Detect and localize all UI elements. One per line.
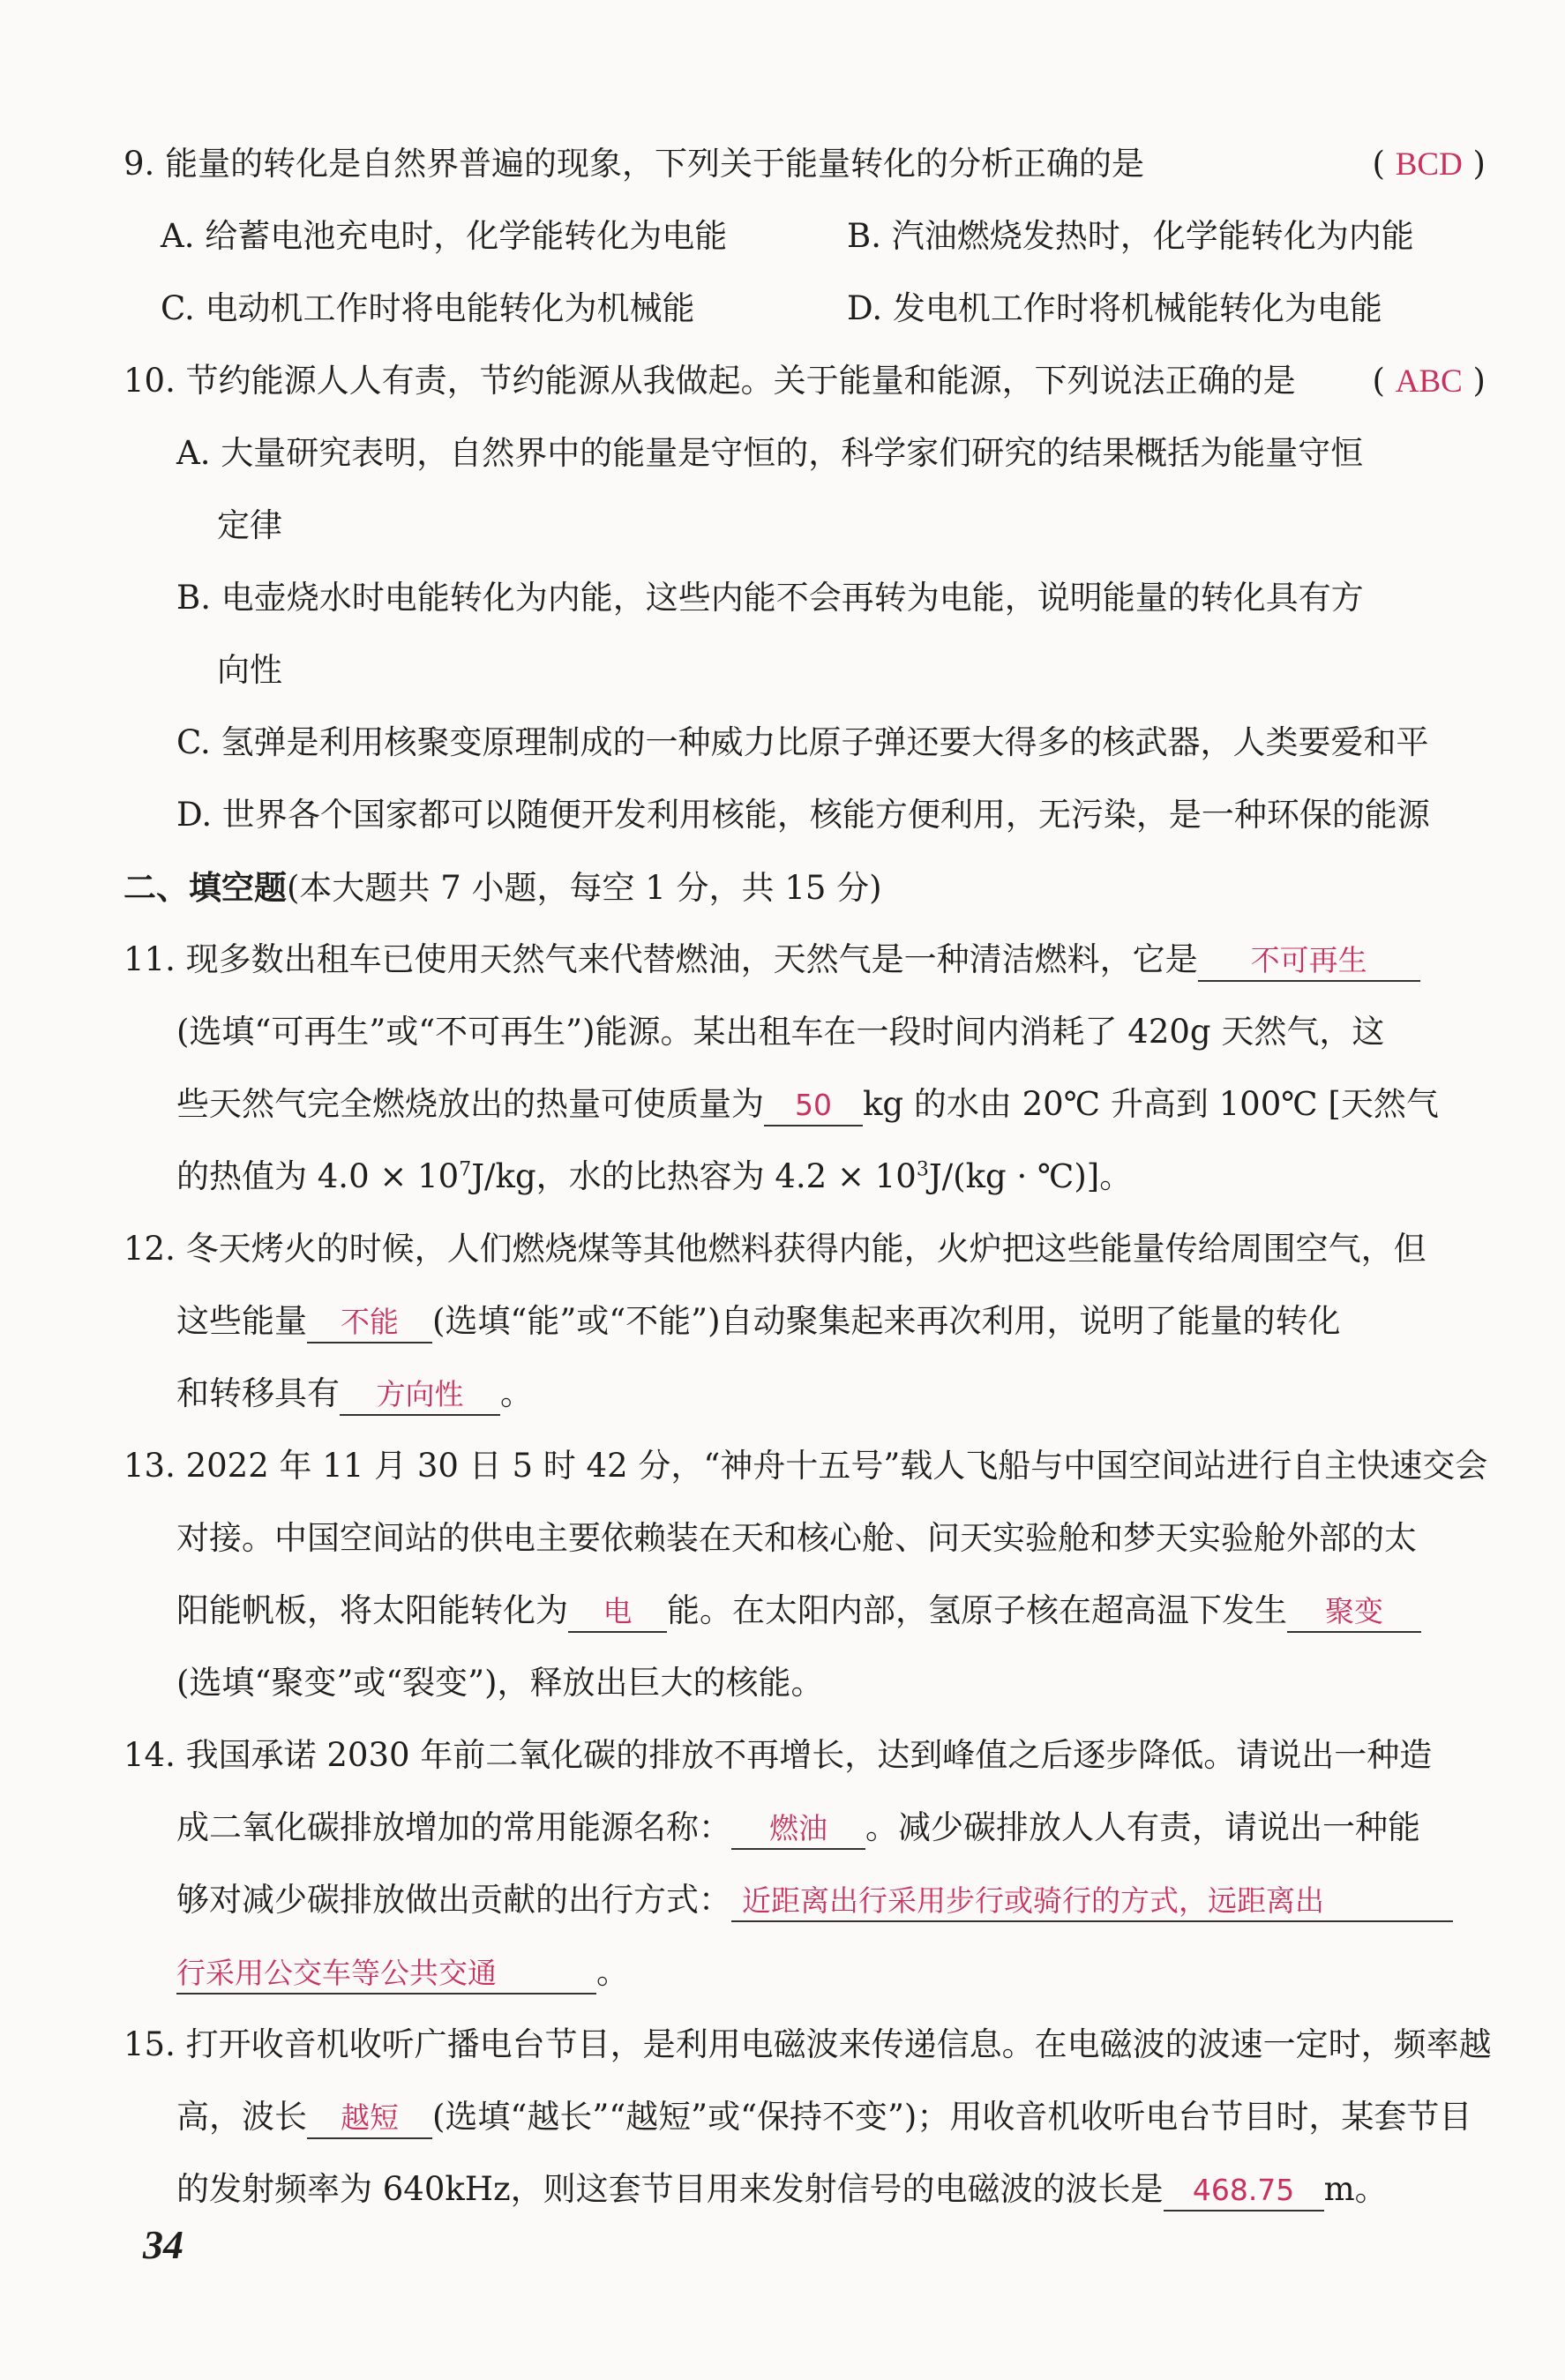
q11-line4 [176,1154,1132,1200]
q13-line4: (选填“聚变”或“裂变”)，释放出巨大的核能。 [176,1664,824,1702]
q11-blank-2[interactable]: 50 [764,1086,863,1126]
q13-text3b: 能。在太阳内部，氢原子核在超高温下发生 [667,1591,1287,1629]
q14-line4 [176,1950,629,1995]
q14-text4b: 。 [596,1953,629,1991]
q14-line1: 14. 我国承诺 2030 年前二氧化碳的排放不再增长，达到峰值之后逐步降低。请说出一种造 [124,1736,1433,1774]
q11-sup2: 3 [916,1158,929,1181]
q10-option-d: D. 世界各个国家都可以随便开发利用核能，核能方便利用，无污染，是一种环保的能源 [176,796,1430,834]
q15-blank-2[interactable]: 468.75 [1164,2171,1324,2212]
q10-option-a-line2: 定律 [217,506,282,544]
q14-text2b: 。减少碳排放人人有责，请说出一种能 [865,1808,1420,1846]
q9-option-c: C. 电动机工作时将电能转化为机械能 [161,289,695,327]
q12-text2a: 这些能量 [176,1302,307,1340]
q11-text4c: J/(kg · ℃)]。 [928,1157,1133,1195]
q15-text3b: m。 [1323,2170,1388,2208]
q15-text3a: 的发射频率为 640kHz，则这套节目用来发射信号的电磁波的波长是 [176,2170,1164,2208]
q14-text3a: 够对减少碳排放做出贡献的出行方式： [176,1881,731,1919]
section-heading [124,864,882,911]
q12-blank-2[interactable]: 方向性 [340,1375,500,1416]
section-note: (本大题共 7 小题，每空 1 分，共 15 分) [287,869,882,907]
q13-line3 [176,1588,1421,1634]
q9-answer: BCD [1395,146,1463,183]
q10-answer: ABC [1395,363,1463,400]
q12-text3b: 。 [500,1374,533,1412]
q14-line2 [176,1805,1420,1851]
q9-option-d: D. 发电机工作时将机械能转化为电能 [847,289,1382,327]
q10-option-a-line1: A. 大量研究表明，自然界中的能量是守恒的，科学家们研究的结果概括为能量守恒 [176,434,1364,472]
q15-blank-1[interactable]: 越短 [307,2099,432,2139]
q9-option-b: B. 汽油燃烧发热时，化学能转化为内能 [847,217,1414,255]
q13-line1: 13. 2022 年 11 月 30 日 5 时 42 分，“神舟十五号”载人飞船与中国空间站进行自主快速交会 [124,1447,1488,1485]
q9-stem: 9. 能量的转化是自然界普遍的现象，下列关于能量转化的分析正确的是 [124,145,1145,183]
q12-line1: 12. 冬天烤火的时候，人们燃烧煤等其他燃料获得内能，火炉把这些能量传给周围空气，但 [124,1230,1426,1268]
q10-option-b-line1: B. 电壶烧水时电能转化为内能，这些内能不会再转为电能，说明能量的转化具有方 [176,579,1364,617]
q10-option-b-line2: 向性 [217,651,282,689]
q11-text3a: 些天然气完全燃烧放出的热量可使质量为 [176,1085,764,1123]
q15-text2b: (选填“越长”“越短”或“保持不变”)；用收音机收听电台节目时，某套节目 [432,2098,1472,2136]
q14-blank-2-part2[interactable]: 行采用公交车等公共交通 [176,1954,596,1995]
page-number: 34 [143,2222,183,2267]
q10-option-c: C. 氢弹是利用核聚变原理制成的一种威力比原子弹还要大得多的核武器，人类要爱和平 [176,723,1429,761]
q11-line1 [124,937,1420,983]
q11-text4b: J/kg，水的比热容为 4.2 × 10 [471,1157,917,1195]
q12-line2 [176,1299,1341,1344]
q14-text2a: 成二氧化碳排放增加的常用能源名称： [176,1808,731,1846]
q11-text1: 11. 现多数出租车已使用天然气来代替燃油，天然气是一种清洁燃料，它是 [124,940,1198,978]
section-title: 二、填空题 [124,868,287,907]
q13-blank-1[interactable]: 电 [568,1592,667,1633]
q12-text2b: (选填“能”或“不能”)自动聚集起来再次利用，说明了能量的转化 [432,1302,1341,1340]
q11-blank-1[interactable]: 不可再生 [1198,941,1420,982]
q15-line2 [176,2094,1471,2140]
q15-line3 [176,2167,1388,2212]
q10-stem: 10. 节约能源人人有责，节约能源从我做起。关于能量和能源，下列说法正确的是 [124,362,1296,400]
q11-sup1: 7 [459,1158,472,1181]
q10-answer-key: ( ABC ) [1372,362,1486,400]
q9-answer-key: ( BCD ) [1372,145,1486,183]
q9-option-a: A. 给蓄电池充电时，化学能转化为电能 [161,217,728,255]
q13-blank-2[interactable]: 聚变 [1287,1592,1421,1633]
q12-text3a: 和转移具有 [176,1374,340,1412]
q11-line3 [176,1081,1439,1127]
q12-blank-1[interactable]: 不能 [307,1303,432,1343]
q13-line2: 对接。中国空间站的供电主要依赖装在天和核心舱、问天实验舱和梦天实验舱外部的太 [176,1519,1417,1557]
q14-blank-2-part1[interactable]: 近距离出行采用步行或骑行的方式，远距离出 [731,1882,1453,1922]
q14-blank-1[interactable]: 燃油 [731,1809,865,1850]
q11-line2: (选填“可再生”或“不可再生”)能源。某出租车在一段时间内消耗了 420g 天然气，这 [176,1013,1385,1051]
q13-text3a: 阳能帆板，将太阳能转化为 [176,1591,568,1629]
q14-line3 [176,1877,1453,1923]
q15-line1: 15. 打开收音机收听广播电台节目，是利用电磁波来传递信息。在电磁波的波速一定时，频率越 [124,2025,1492,2063]
q11-text3b: kg 的水由 20℃ 升高到 100℃ [天然气 [863,1085,1439,1123]
q11-text4a: 的热值为 4.0 × 10 [176,1157,460,1195]
q12-line3 [176,1371,533,1417]
q15-text2a: 高，波长 [176,2098,307,2136]
